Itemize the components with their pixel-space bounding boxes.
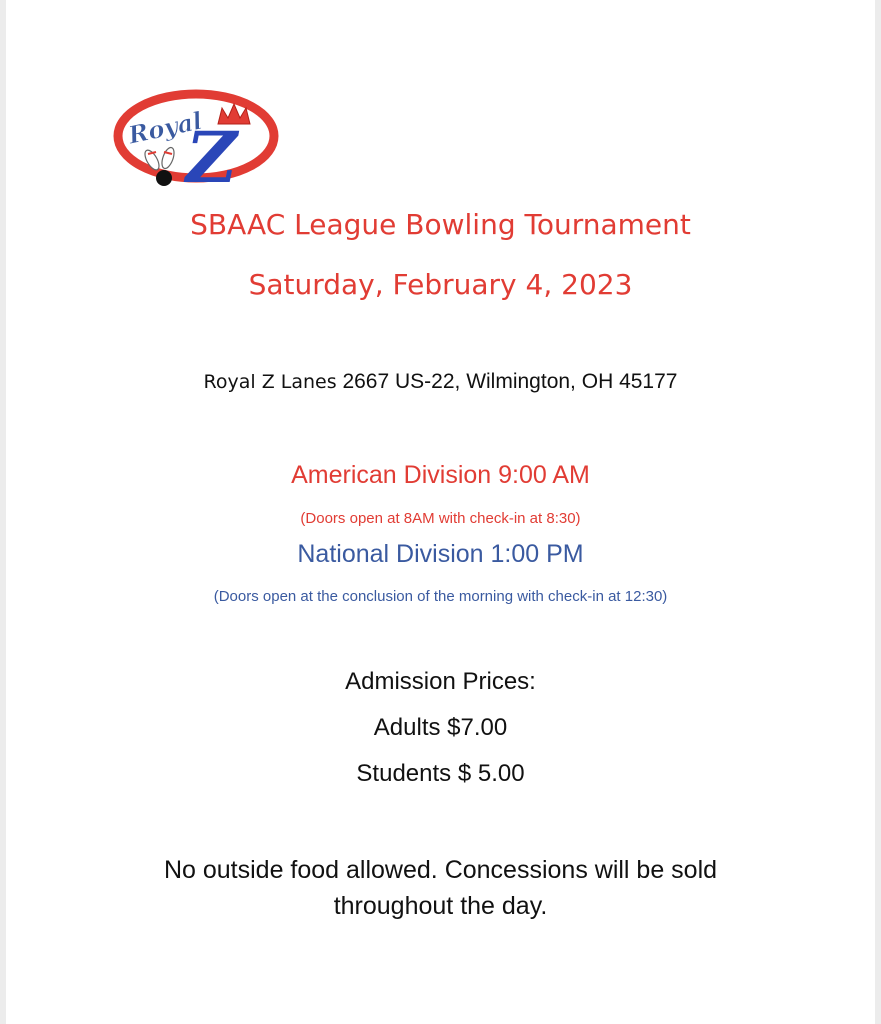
- american-division-title: American Division 9:00 AM: [291, 461, 590, 489]
- bowling-ball-icon: [156, 170, 172, 186]
- tournament-date: Saturday, February 4, 2023: [248, 268, 633, 301]
- adult-price: Adults $7.00: [373, 714, 508, 741]
- logo-z-letter: Z: [186, 116, 238, 198]
- venue-name: Royal Z Lanes: [203, 371, 337, 393]
- logo-royal-text: Royal: [125, 105, 205, 150]
- royal-z-logo: [106, 78, 286, 198]
- food-policy-note: No outside food allowed. Concessions will be sold throughout the day.: [163, 856, 718, 920]
- venue-address: 2667 US-22, Wilmington, OH 45177: [342, 370, 678, 393]
- location-line: [6, 370, 875, 394]
- flyer-page: [6, 0, 875, 1024]
- national-division-note: (Doors open at the conclusion of the morning with check-in at 12:30): [213, 588, 668, 605]
- admission-heading: Admission Prices:: [345, 668, 536, 695]
- national-division-title: National Division 1:00 PM: [297, 540, 584, 568]
- american-division-note: (Doors open at 8AM with check-in at 8:30): [300, 510, 581, 527]
- tournament-title: SBAAC League Bowling Tournament: [190, 208, 691, 241]
- student-price: Students $ 5.00: [356, 760, 525, 787]
